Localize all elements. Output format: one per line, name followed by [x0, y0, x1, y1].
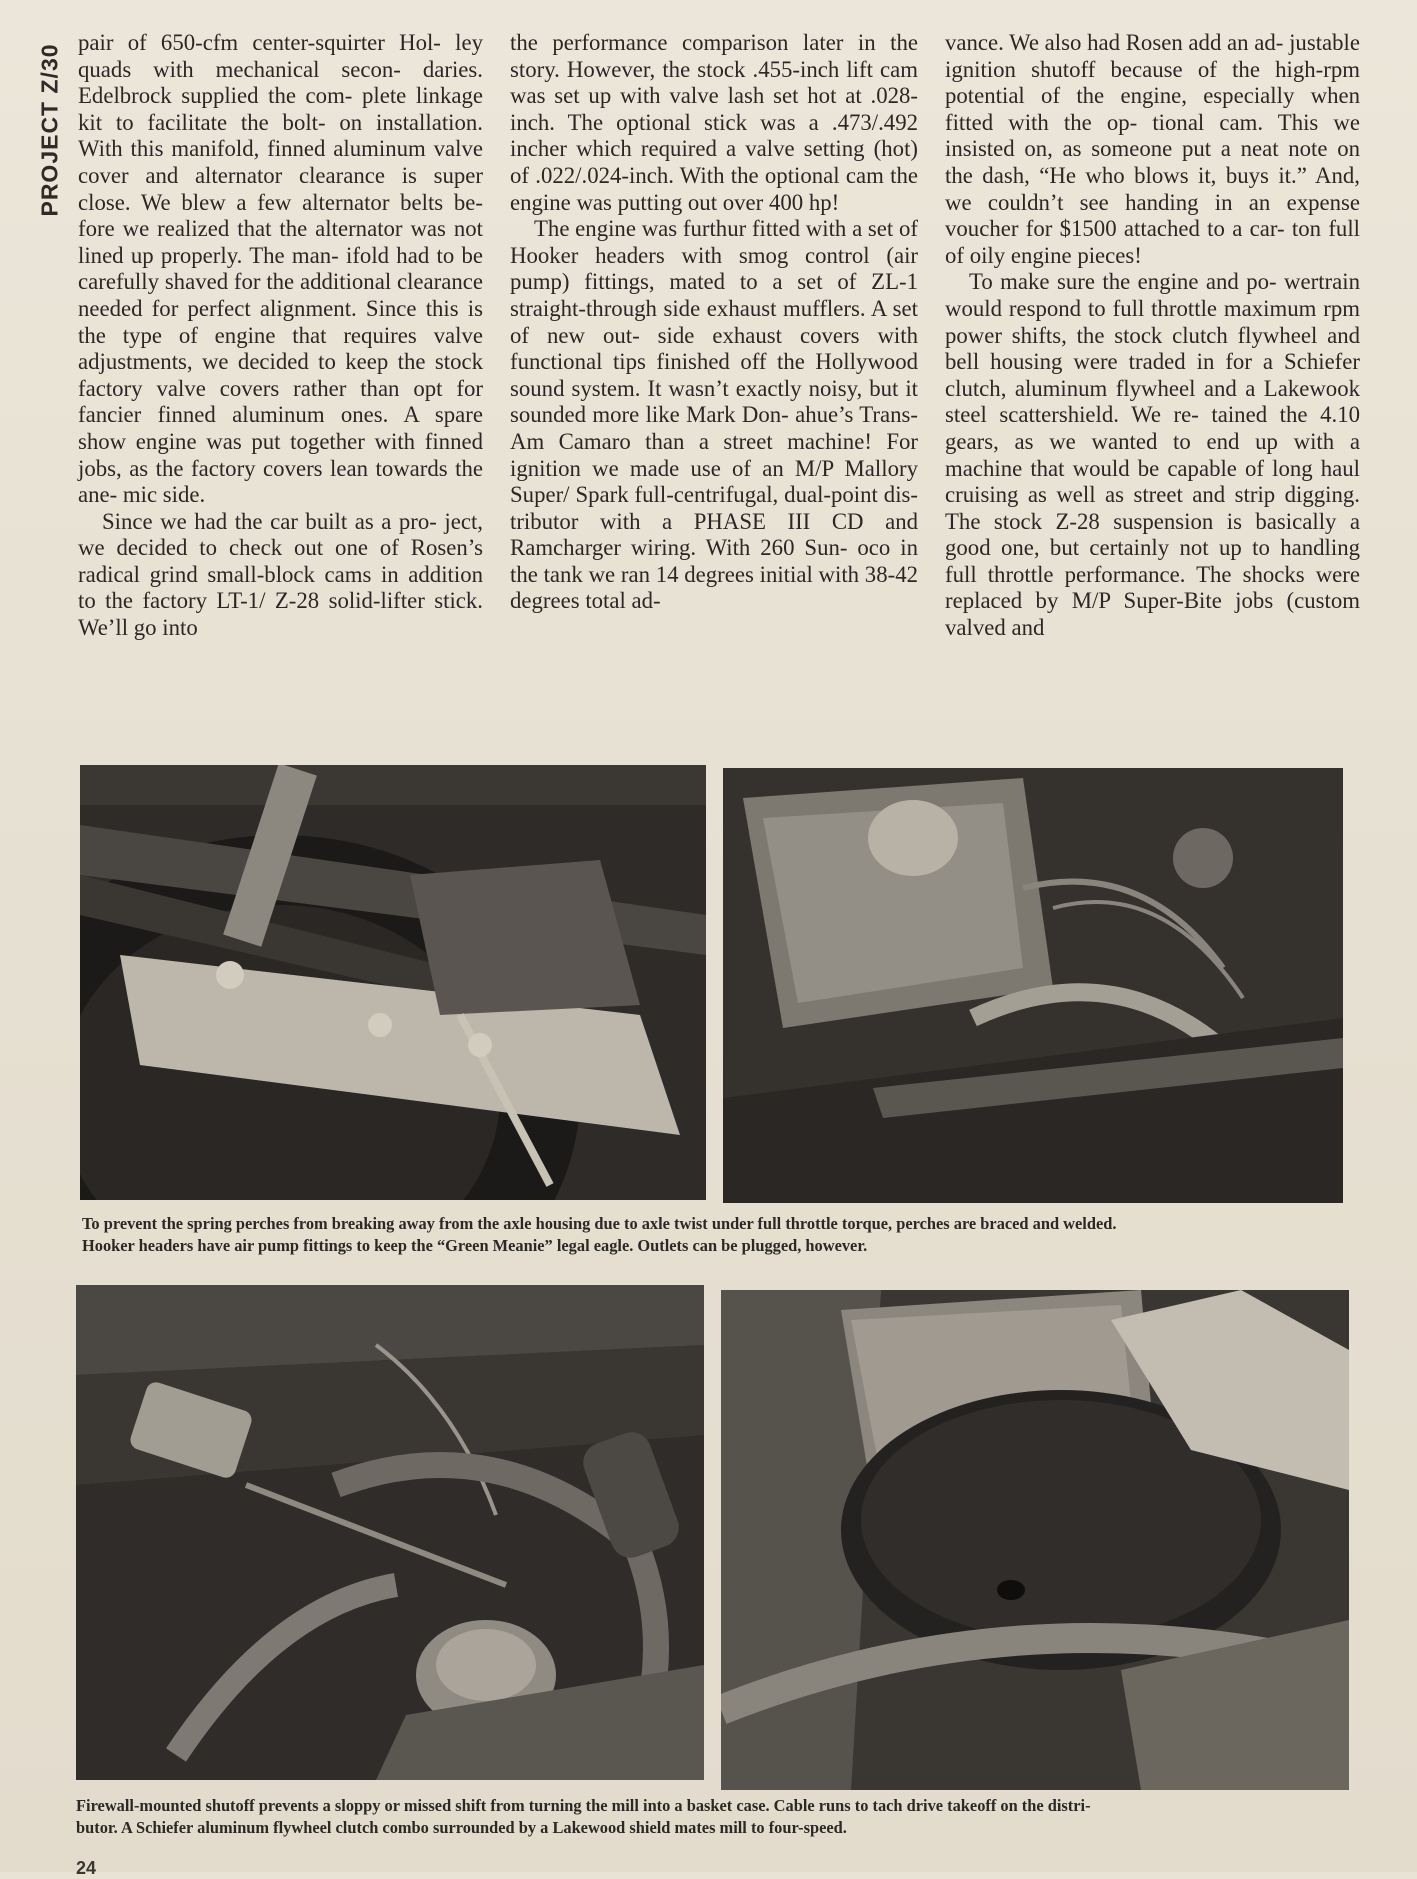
photo-spring-perch — [80, 765, 706, 1200]
paragraph: pair of 650-cfm center-squirter Hol- ley quads with mechanical secon- daries. Edelbrock supplied the com- plete linkage kit to facilitate the bolt- on installation. With this manifold, finned aluminum valve cover and alternator clearance is super close. We blew a few alternator belts be- fore we realized that the alternator was not lined up properly. The man- ifold had to be carefully shaved for the additional clearance needed for perfect alignment. Since this is the type of engine that requires valve adjustments, we decided to keep the stock factory valve covers rather than opt for fancier finned aluminum ones. A spare show engine was put together with finned jobs, as the factory covers lean towards the ane- mic side. — [78, 30, 483, 508]
photo-caption-bottom — [76, 1795, 1346, 1839]
photo-scattershield — [721, 1290, 1349, 1790]
paragraph: Since we had the car built as a pro- ject, we decided to check out one of Rosen’s radical grind small-block cams in addition to the factory LT-1/ Z-28 solid-lifter stick. We’ll go into — [78, 508, 483, 641]
page-number: 24 — [76, 1858, 97, 1878]
section-label-text: PROJECT Z/30 — [36, 43, 63, 217]
photo-headers — [723, 768, 1343, 1203]
caption-line: butor. A Schiefer aluminum flywheel clutch combo surrounded by a Lakewood shield mates mill to four-speed. — [76, 1818, 847, 1837]
caption-line: To prevent the spring perches from breaking away from the axle housing due to axle twist under full throttle torque, perches are braced and welded. — [82, 1214, 1117, 1233]
photo-caption-top — [82, 1213, 1342, 1257]
text-column-2 — [510, 30, 918, 740]
section-label — [28, 20, 72, 240]
paragraph: To make sure the engine and po- wertrain would respond to full throttle maximum rpm power shifts, the stock clutch flywheel and bell housing were traded in for a Schiefer clutch, aluminum flywheel and a Lakewook steel scattershield. We re- tained the 4.10 gears, as we wanted to end up with a machine that would be capable of long haul cruising as well as street and strip digging. The stock Z-28 suspension is basically a good one, but certainly not up to handling full throttle performance. The shocks were replaced by M/P Super-Bite jobs (custom valved and — [945, 269, 1360, 641]
photo-ignition-shutoff — [76, 1285, 704, 1780]
paragraph: the performance comparison later in the story. However, the stock .455-inch lift cam was set up with valve lash set hot at .028-inch. The optional stick was a .473/.492 incher which required a valve setting (hot) of .022/.024-inch. With the optional cam the engine was putting out over 400 hp! — [510, 30, 918, 215]
paragraph: The engine was furthur fitted with a set of Hooker headers with smog control (air pump) fittings, mated to a set of ZL-1 straight-through side exhaust mufflers. A set of new out- side exhaust covers with functional tips finished off the Hollywood sound system. It wasn’t exactly noisy, but it sounded more like Mark Don- ahue’s Trans-Am Camaro than a street machine! For ignition we made use of an M/P Mallory Super/ Spark full-centrifugal, dual-point dis- tributor with a PHASE III CD and Ramcharger wiring. With 260 Sun- oco in the tank we ran 14 degrees initial with 38-42 degrees total ad- — [510, 216, 918, 614]
paragraph: vance. We also had Rosen add an ad- justable ignition shutoff because of the high-rpm potential of the engine, especially when fitted with the op- tional cam. This we insisted on, as someone put a neat note on the dash, “He who blows it, buys it.” And, we couldn’t see handing in an expense voucher for $1500 attached to a car- ton full of oily engine pieces! — [945, 30, 1360, 268]
text-column-3 — [945, 30, 1360, 740]
caption-line: Firewall-mounted shutoff prevents a sloppy or missed shift from turning the mill into a basket case. Cable runs to tach drive takeoff on the distri- — [76, 1796, 1091, 1815]
text-column-1 — [78, 30, 483, 740]
caption-line: Hooker headers have air pump fittings to keep the “Green Meanie” legal eagle. Outlets can be plugged, however. — [82, 1236, 868, 1255]
